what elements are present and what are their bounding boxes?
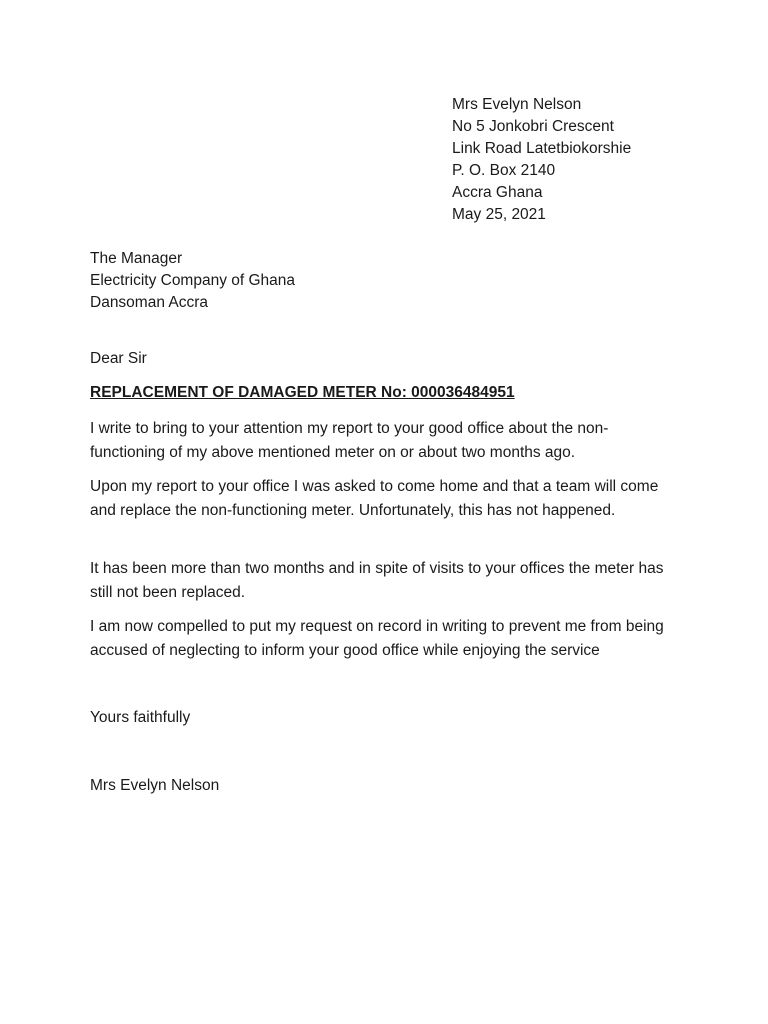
sender-city: Accra Ghana [452,184,543,201]
letter-date: May 25, 2021 [452,206,546,223]
body-paragraph: It has been more than two months and in spite of visits to your offices the meter has still not been replaced. [90,560,664,601]
sender-address-block [452,94,752,226]
body-paragraph: I write to bring to your attention my report to your good office about the non-functioning of my above mentioned meter on or about two months ago. [90,420,609,461]
recipient-location: Dansoman Accra [90,294,209,311]
closing: Yours faithfully [90,709,191,726]
sender-name: Mrs Evelyn Nelson [452,96,582,113]
body-paragraph: Upon my report to your office I was asked to come home and that a team will come and replace the non-functioning meter. Unfortunately, this has not happened. [90,478,659,519]
recipient-company: Electricity Company of Ghana [90,272,296,289]
signature-name: Mrs Evelyn Nelson [90,777,220,794]
sender-area: Link Road Latetbiokorshie [452,140,632,157]
sender-street: No 5 Jonkobri Crescent [452,118,614,135]
sender-po-box: P. O. Box 2140 [452,162,556,179]
salutation: Dear Sir [90,350,147,367]
recipient-address-block [90,248,490,314]
subject-line: REPLACEMENT OF DAMAGED METER No: 000036484951 [90,384,515,401]
recipient-title: The Manager [90,250,183,267]
body-paragraph: I am now compelled to put my request on record in writing to prevent me from being accused of neglecting to inform your good office while enjoying the service [90,618,664,659]
